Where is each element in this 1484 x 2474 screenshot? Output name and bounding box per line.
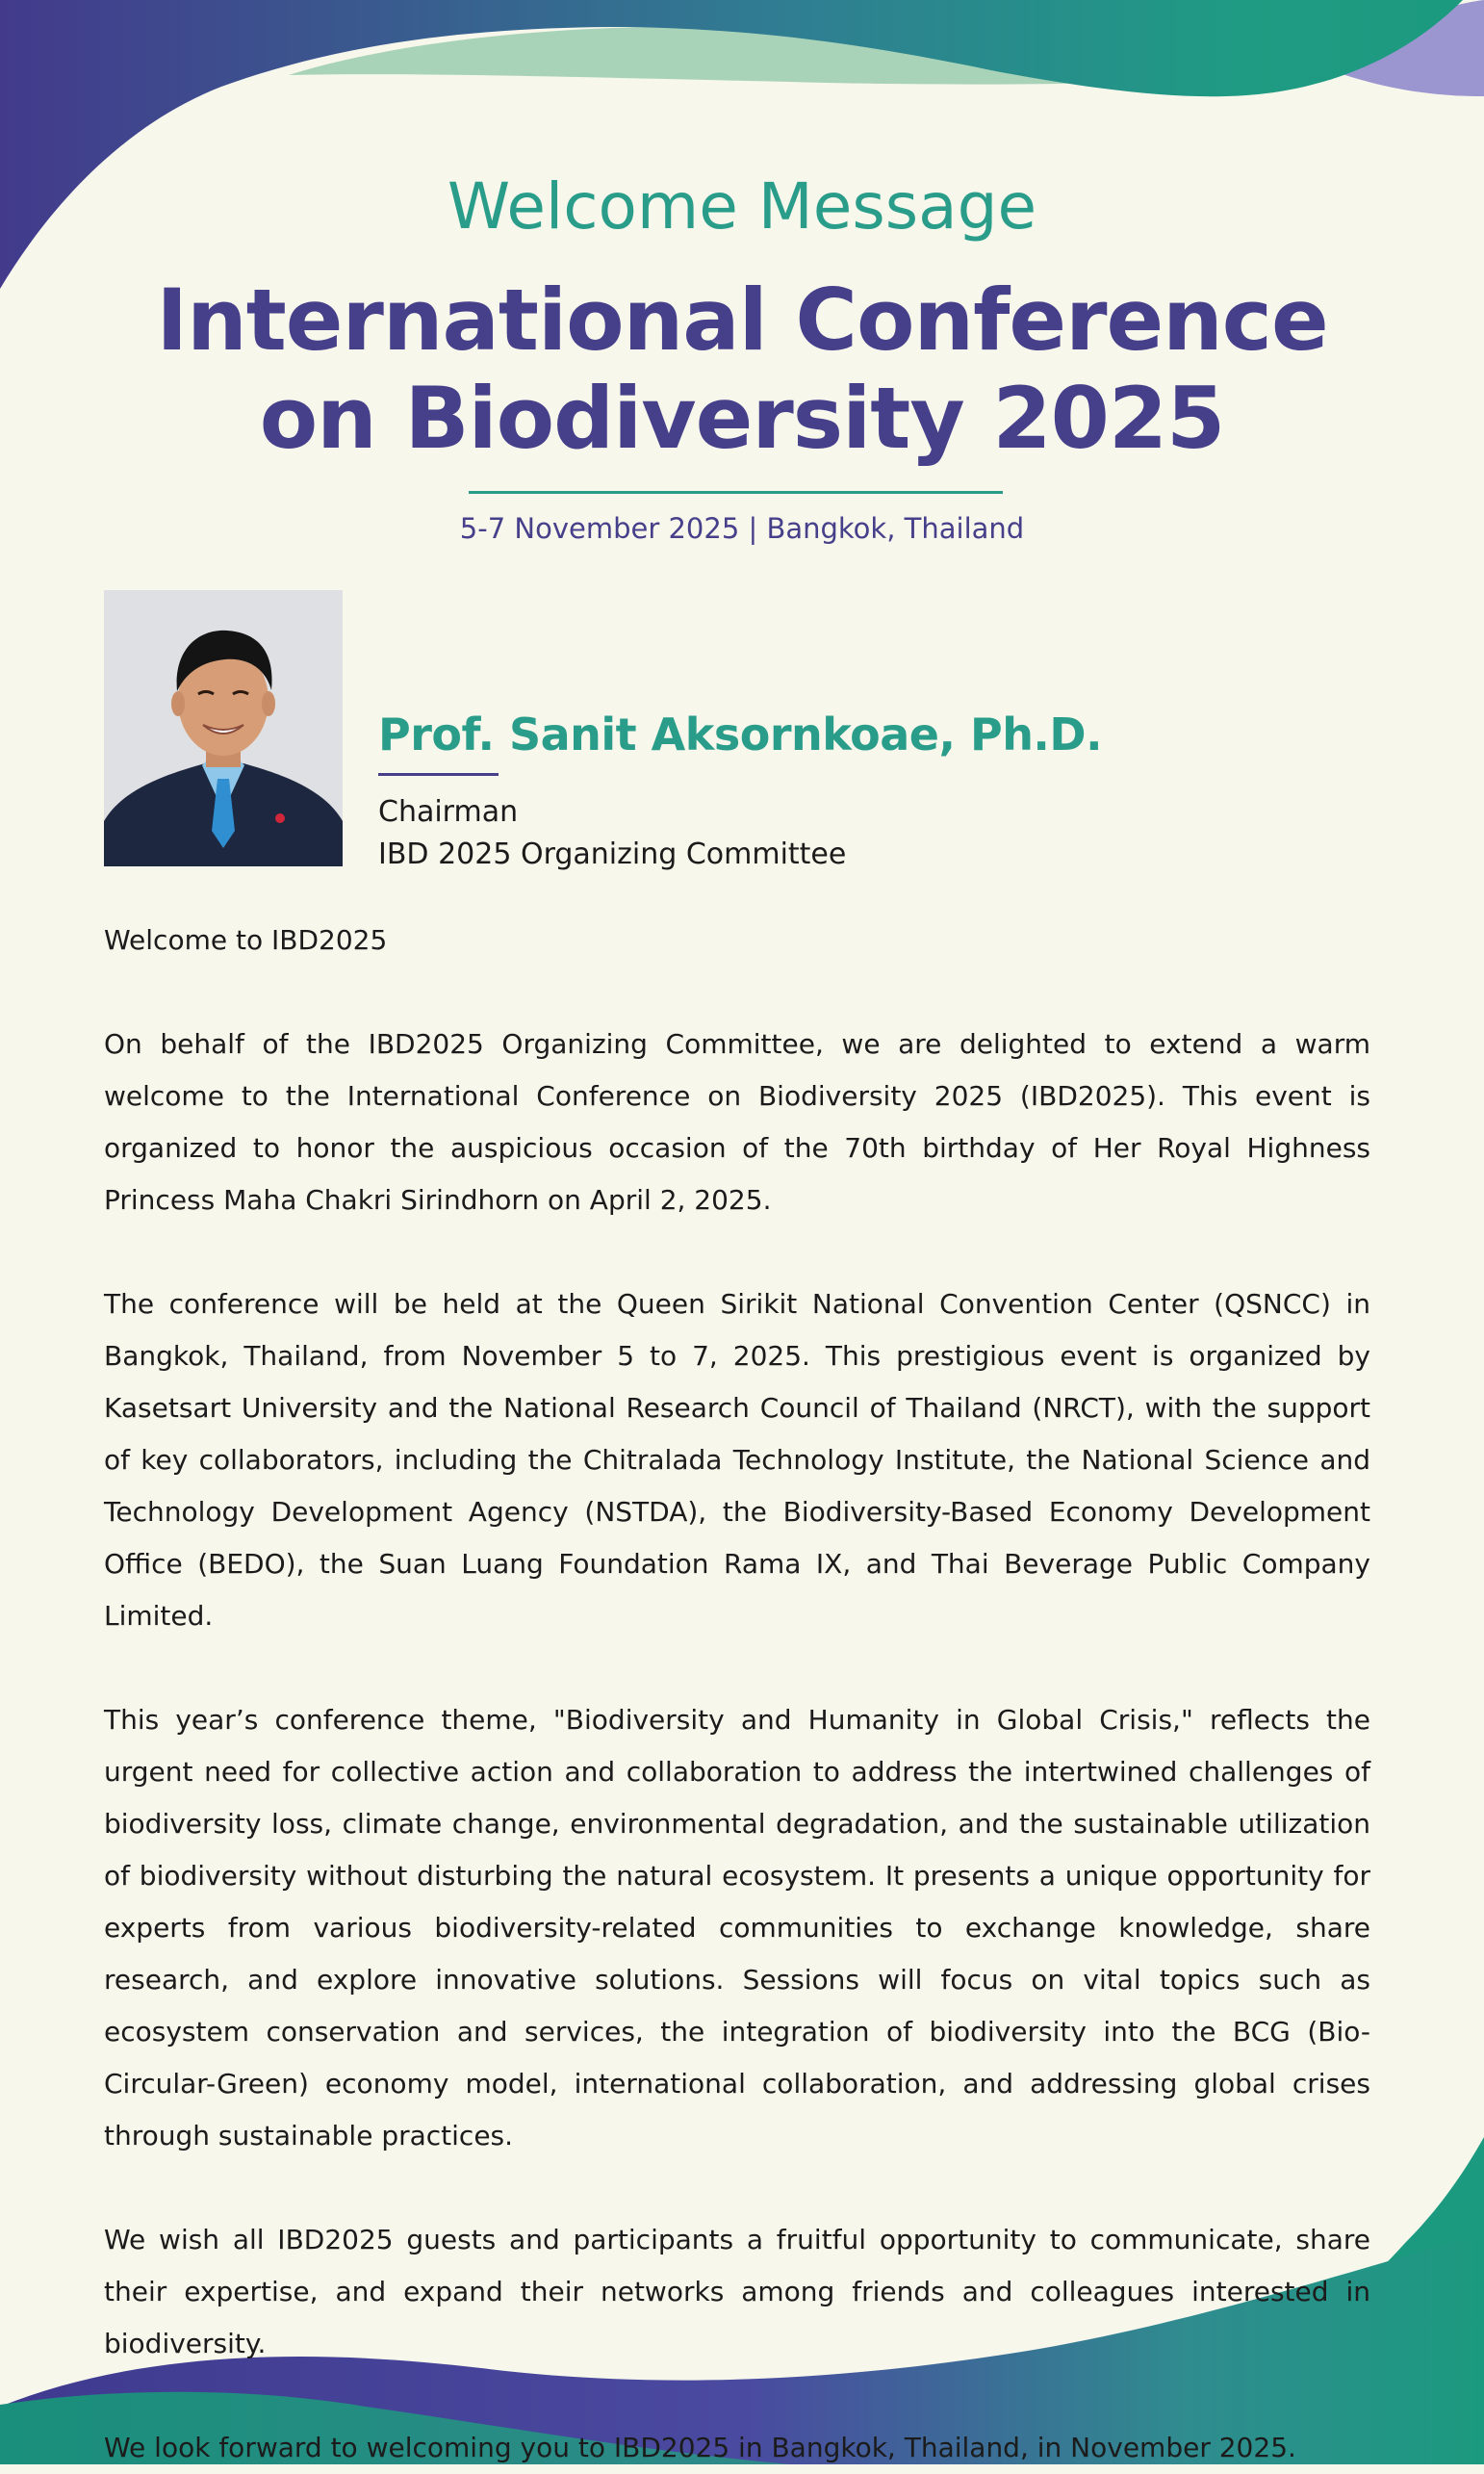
greeting: Welcome to IBD2025 [104,924,388,956]
event-date-location: 5-7 November 2025 | Bangkok, Thailand [459,512,1025,545]
welcome-message-body [104,915,1370,2474]
paragraph-5: We look forward to welcoming you to IBD2025 in Bangkok, Thailand, in November 2025. [104,2432,1296,2463]
speaker-name-underline [378,773,499,776]
speaker-role-block [378,791,846,876]
page-title [0,271,1484,468]
paragraph-4: We wish all IBD2025 guests and participants a fruitful opportunity to communicate, share their expertise, and expand their networks among friends and colleagues interested in biodiversity. [104,2224,1370,2359]
paragraph-3: This year’s conference theme, "Biodiversity and Humanity in Global Crisis," reflects the urgent need for collective action and collaboration to address the intertwined challenges of biodiversity loss, climate change, environmental degradation, and the sustainable utilization of biodiversity without disturbing the natural ecosystem. It presents a unique opportunity for experts from various biodiversity-related communities to exchange knowledge, share research, and explore innovative solutions. Sessions will focus on vital topics such as ecosystem conservation and services, the integration of biodiversity into the BCG (Bio-Circular-Green) economy model, international collaboration, and addressing global crises through sustainable practices. [104,1704,1370,2152]
welcome-kicker: Welcome Message [447,169,1037,244]
speaker-role: Chairman [378,795,519,829]
title-line-1: International Conference [156,271,1328,370]
speaker-organization: IBD 2025 Organizing Committee [378,838,847,871]
speaker-portrait [104,590,343,866]
title-divider [469,491,1003,494]
title-line-2: on Biodiversity 2025 [259,369,1225,468]
paragraph-1: On behalf of the IBD2025 Organizing Committee, we are delighted to extend a warm welcome to the International Conference on Biodiversity 2025 (IBD2025). This event is organized to honor the auspicious occasion of the 70th birthday of Her Royal Highness Princess Maha Chakri Sirindhorn on April 2, 2025. [104,1028,1370,1216]
speaker-name: Prof. Sanit Aksornkoae, Ph.D. [378,709,1103,760]
paragraph-2: The conference will be held at the Queen Sirikit National Convention Center (QSNCC) in Bangkok, Thailand, from November 5 to 7, 2025. This prestigious event is organized by Kasetsart University and the National Research Council of Thailand (NRCT), with the support of key collaborators, including the Chitralada Technology Institute, the National Science and Technology Development Agency (NSTDA), the Biodiversity-Based Economy Development Office (BEDO), the Suan Luang Foundation Rama IX, and Thai Beverage Public Company Limited. [104,1288,1370,1632]
